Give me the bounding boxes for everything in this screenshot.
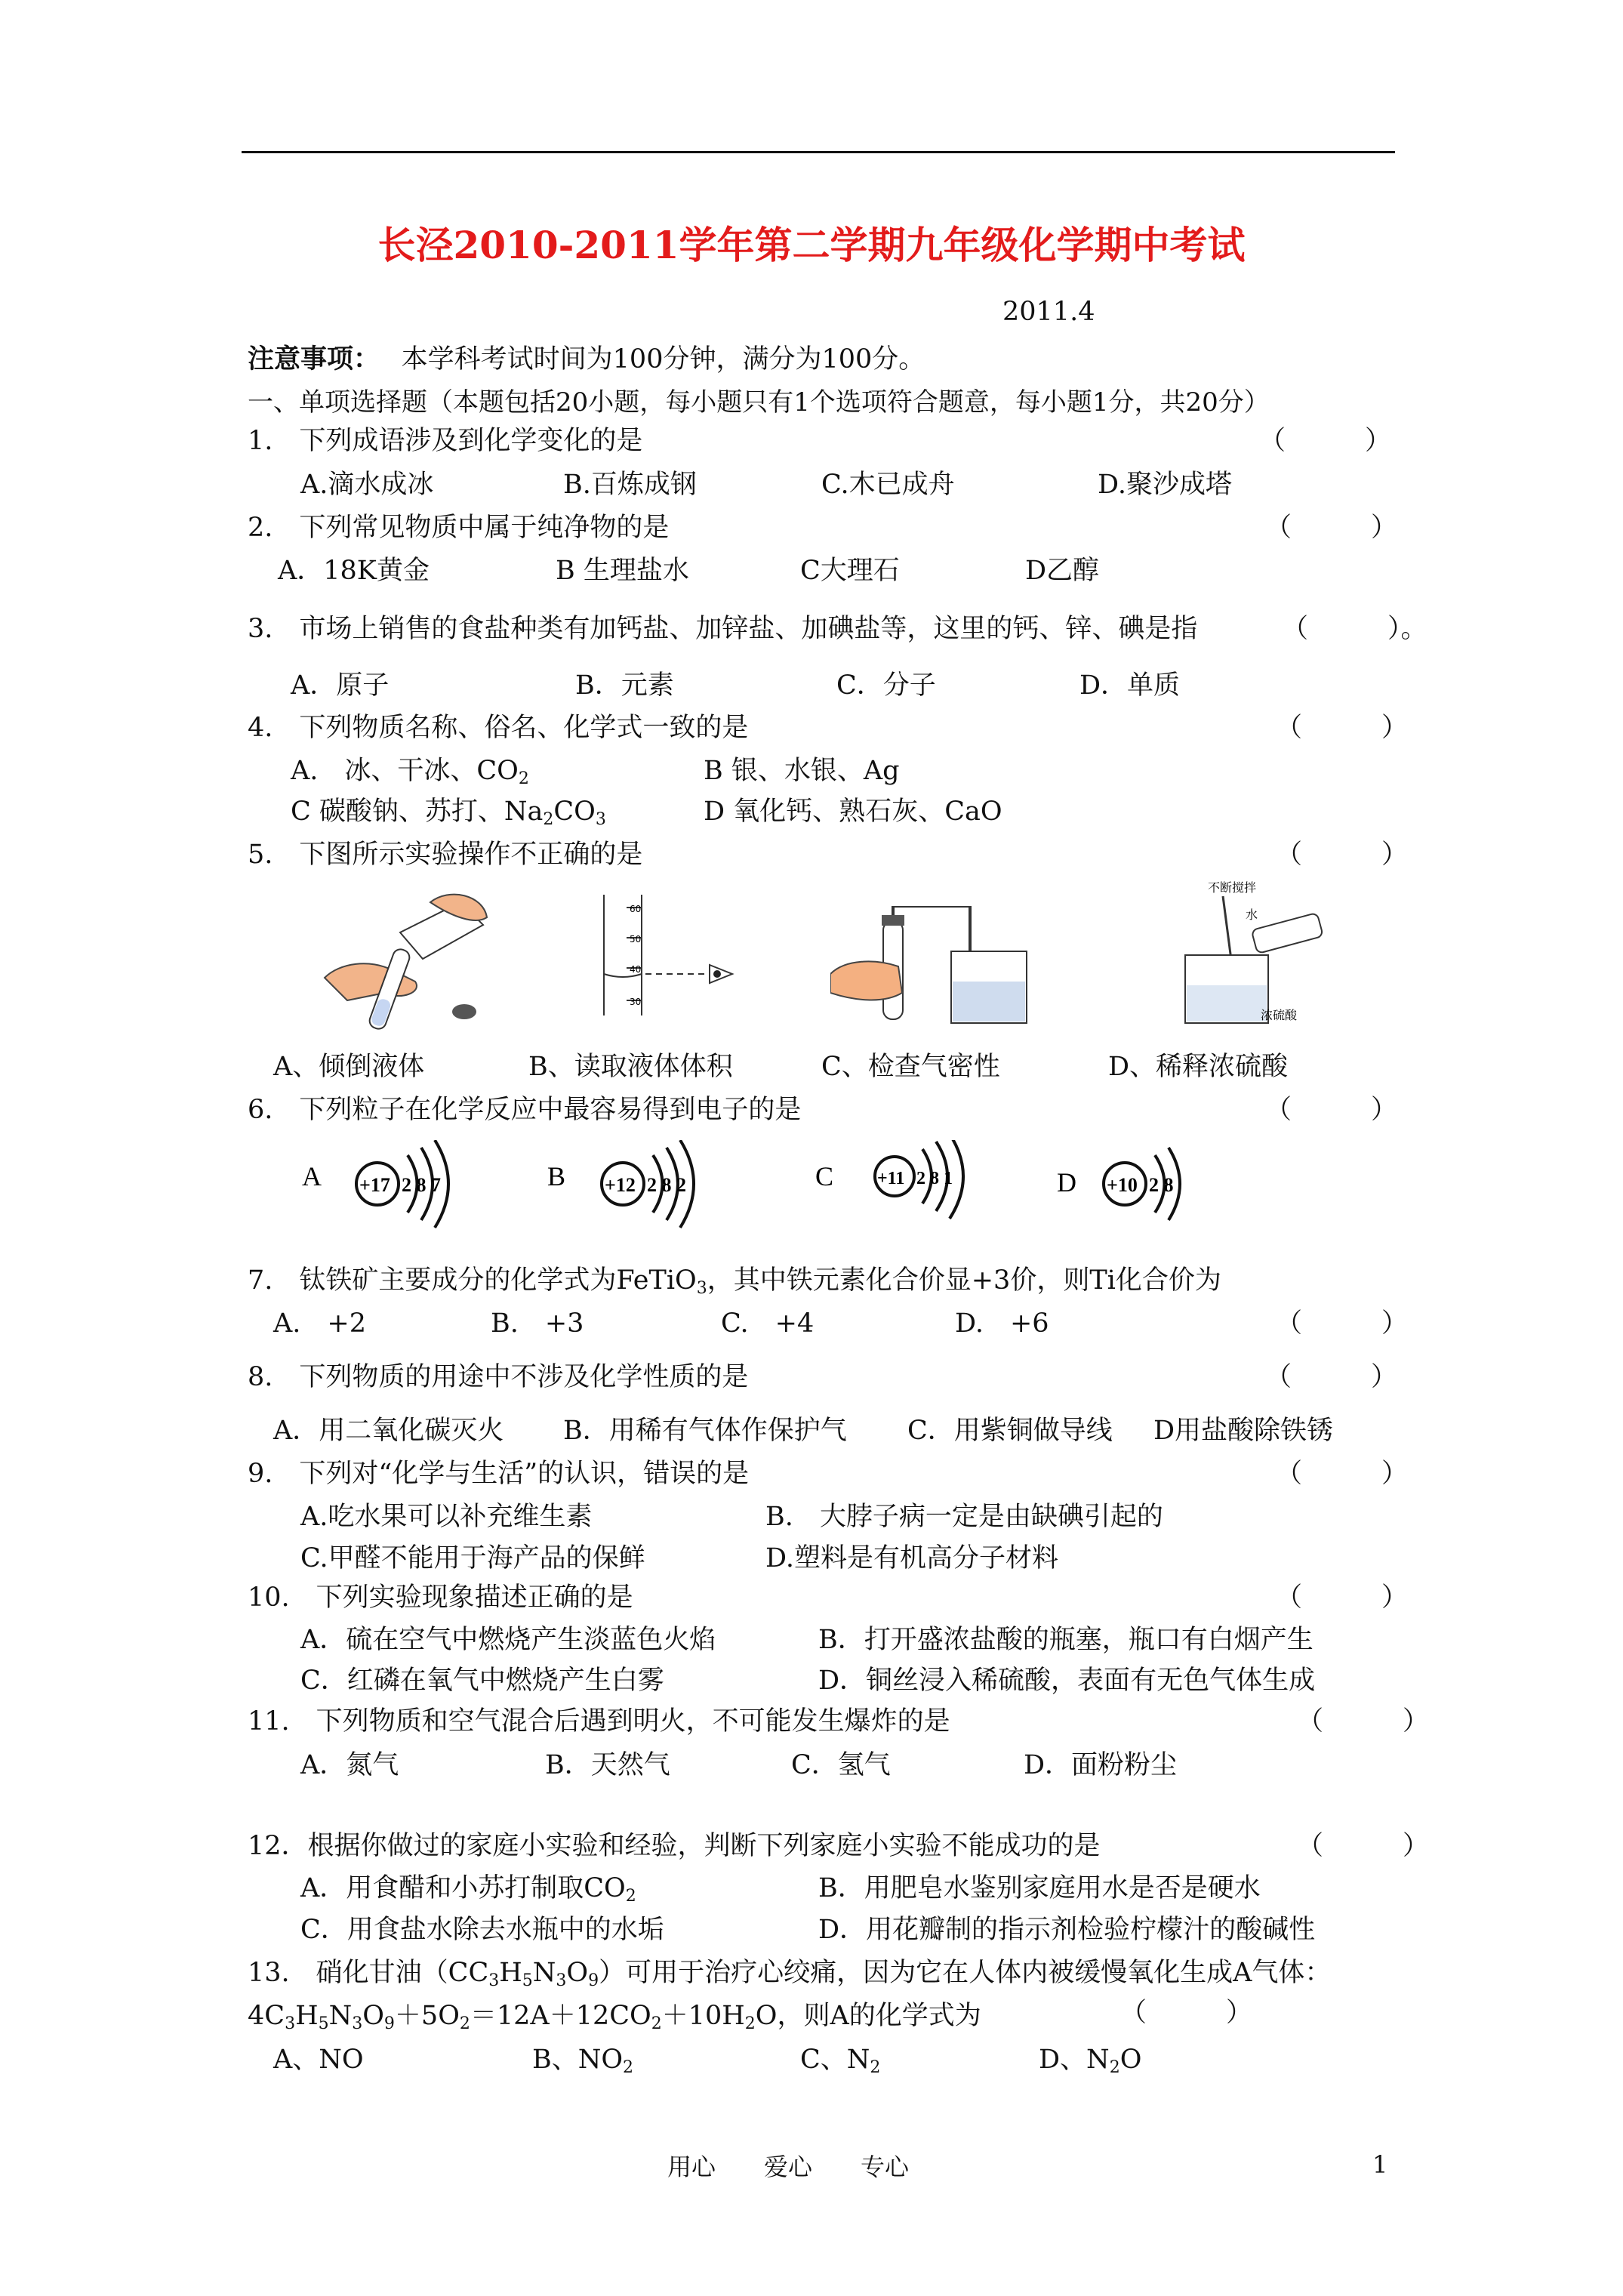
q13-option-c <box>800 2039 880 2077</box>
q8-option-b: B．用稀有气体作保护气 <box>563 1416 847 1446</box>
q9-answer-bracket: （ ） <box>1276 1459 1409 1489</box>
q5-option-a: A、倾倒液体 <box>273 1052 425 1082</box>
q4-option-b: B 银、水银、Ag <box>704 756 900 786</box>
q9-option-b: B. 大脖子病一定是由缺碘引起的 <box>765 1502 1163 1532</box>
q1-answer-bracket: （ ） <box>1259 426 1392 456</box>
atom-b-letter: B <box>547 1161 566 1191</box>
q7-stem <box>248 1259 1221 1298</box>
q10-stem: 10. 下列实验现象描述正确的是 <box>248 1583 633 1613</box>
q7-option-c: C. +4 <box>721 1308 815 1339</box>
q3-option-b: B．元素 <box>575 670 674 701</box>
atom-b-nucleus: +12 <box>605 1174 636 1196</box>
notice <box>248 338 925 376</box>
stir-label: 不断搅拌 <box>1208 880 1257 895</box>
atom-a-shells: 2 8 7 <box>402 1174 441 1196</box>
q13-stem-line1 <box>248 1952 1331 1990</box>
q7-stem-post: ，其中铁元素化合价显+3价，则Ti化合价为 <box>707 1265 1221 1296</box>
q8-option-c: C．用紫铜做导线 <box>907 1416 1113 1446</box>
q8-stem: 8. 下列物质的用途中不涉及化学性质的是 <box>248 1362 749 1392</box>
atom-c-nucleus: +11 <box>877 1169 905 1188</box>
q7-answer-bracket: （ ） <box>1276 1308 1409 1339</box>
q12-stem: 12．根据你做过的家庭小实验和经验，判断下列家庭小实验不能成功的是 <box>248 1831 1101 1861</box>
q13-answer-bracket: （ ） <box>1120 1998 1253 2028</box>
q11-answer-bracket: （ ） <box>1297 1706 1430 1737</box>
q11-option-b: B．天然气 <box>545 1750 670 1780</box>
q13-d-post: O <box>1119 2045 1142 2075</box>
notice-text: 本学科考试时间为100分钟，满分为100分。 <box>401 344 925 374</box>
q12-a-text: A．用食醋和小苏打制取CO <box>300 1873 626 1903</box>
q3-option-d: D．单质 <box>1079 670 1181 701</box>
atom-d-letter: D <box>1057 1167 1076 1197</box>
q7-option-d: D. +6 <box>955 1308 1049 1339</box>
atom-b <box>547 1140 694 1228</box>
page-title: 长泾2010-2011学年第二学期九年级化学期中考试 <box>377 223 1246 267</box>
q7-stem-sub: 3 <box>696 1279 707 1298</box>
q3-option-c: C．分子 <box>836 670 936 701</box>
q11-stem: 11. 下列物质和空气混合后遇到明火，不可能发生爆炸的是 <box>248 1706 950 1737</box>
q2-option-d: D乙醇 <box>1025 556 1100 586</box>
acid-label: 浓硫酸 <box>1261 1008 1298 1022</box>
q5-option-b: B、读取液体体积 <box>528 1052 733 1082</box>
q6-stem: 6. 下列粒子在化学反应中最容易得到电子的是 <box>248 1095 802 1125</box>
q4-c-sub2: 3 <box>595 810 606 829</box>
cylinder-tick-60: 60 <box>630 904 642 914</box>
graduated-cylinder-figure <box>581 891 747 1019</box>
q4-option-d: D 氧化钙、熟石灰、CaO <box>704 797 1002 827</box>
q12-a-sub: 2 <box>625 1887 636 1906</box>
q4-c-text: C 碳酸钠、苏打、Na <box>291 797 544 827</box>
q1-stem: 1. 下列成语涉及到化学变化的是 <box>248 426 643 456</box>
atom-c-letter: C <box>815 1161 834 1191</box>
q2-option-a: A．18K黄金 <box>278 556 430 586</box>
atom-d-nucleus: +10 <box>1107 1174 1138 1196</box>
atomic-structure-diagrams <box>294 1140 1230 1246</box>
q4-c-mid: CO <box>553 797 596 827</box>
atom-a-letter: A <box>302 1161 322 1191</box>
airtightness-check-figure <box>830 906 1049 1027</box>
q13-c-text: C、N <box>800 2045 870 2075</box>
q13-formula: $C_3H_5N_3O_9$ <box>468 1958 599 1990</box>
q11-option-d: D．面粉粉尘 <box>1024 1750 1178 1780</box>
footer-motto: 用心 爱心 专心 <box>667 2153 910 2181</box>
q12-answer-bracket: （ ） <box>1297 1831 1430 1861</box>
q8-option-d: D用盐酸除铁锈 <box>1153 1416 1334 1446</box>
q1-option-d: D.聚沙成塔 <box>1098 470 1232 500</box>
q12-option-a <box>300 1867 636 1906</box>
q5-stem: 5. 下图所示实验操作不正确的是 <box>248 840 643 870</box>
q12-option-b: B．用肥皂水鉴别家庭用水是否是硬水 <box>818 1873 1261 1903</box>
atom-c-shells: 2 8 1 <box>916 1169 953 1188</box>
q12-option-c: C．用食盐水除去水瓶中的水垢 <box>300 1915 664 1945</box>
q4-answer-bracket: （ ） <box>1276 713 1409 743</box>
q13-c-sub: 2 <box>870 2058 881 2077</box>
q9-option-a: A.吃水果可以补充维生素 <box>300 1502 593 1532</box>
atom-d-shells: 2 8 <box>1149 1174 1174 1196</box>
q4-stem: 4. 下列物质名称、俗名、化学式一致的是 <box>248 713 749 743</box>
q3-option-a: A．原子 <box>291 670 390 701</box>
cylinder-tick-50: 50 <box>630 934 642 945</box>
q7-stem-pre: 7. 钛铁矿主要成分的化学式为FeTiO <box>248 1265 697 1296</box>
q12-option-d: D．用花瓣制的指示剂检验柠檬汁的酸碱性 <box>818 1915 1316 1945</box>
q7-option-b: B. +3 <box>491 1308 584 1339</box>
q4-a-text: A. 冰、干冰、CO <box>291 756 519 786</box>
q10-option-d: D．铜丝浸入稀硫酸，表面有无色气体生成 <box>818 1666 1316 1696</box>
q4-option-a <box>291 750 529 788</box>
cylinder-tick-30: 30 <box>630 997 642 1007</box>
q9-stem: 9. 下列对“化学与生活”的认识，错误的是 <box>248 1459 750 1489</box>
q13-d-sub: 2 <box>1109 2058 1120 2077</box>
cylinder-tick-40: 40 <box>630 964 642 975</box>
q3-answer-bracket: （ ）。 <box>1282 614 1427 644</box>
q10-option-a: A．硫在空气中燃烧产生淡蓝色火焰 <box>300 1625 716 1655</box>
q10-option-c: C．红磷在氧气中燃烧产生白雾 <box>300 1666 664 1696</box>
q13-option-d <box>1039 2039 1141 2077</box>
atom-b-shells: 2 8 2 <box>647 1174 686 1196</box>
page-number: 1 <box>1372 2150 1388 2179</box>
q11-option-a: A．氮气 <box>300 1750 399 1780</box>
q2-option-c: C大理石 <box>800 556 900 586</box>
q4-a-sub: 2 <box>518 769 529 788</box>
q5-answer-bracket: （ ） <box>1276 840 1409 870</box>
notice-label: 注意事项： <box>248 344 367 374</box>
q8-answer-bracket: （ ） <box>1265 1362 1398 1392</box>
q2-answer-bracket: （ ） <box>1265 513 1398 543</box>
section-text: 一、单项选择题（本题包括20小题，每小题只有1个选项符合题意，每小题1分，共20分） <box>248 387 1270 418</box>
header-rule <box>242 151 1395 153</box>
q9-option-d: D.塑料是有机高分子材料 <box>765 1543 1058 1573</box>
q11-option-c: C．氢气 <box>791 1750 891 1780</box>
atom-a-nucleus: +17 <box>359 1174 390 1196</box>
atom-d <box>1057 1148 1180 1220</box>
q9-option-c: C.甲醛不能用于海产品的保鲜 <box>300 1543 645 1573</box>
q1-option-c: C.木已成舟 <box>821 470 955 500</box>
q4-c-sub1: 2 <box>543 810 554 829</box>
q5-option-c: C、检查气密性 <box>821 1052 1000 1082</box>
dilute-acid-figure <box>1155 880 1344 1031</box>
q13-stem-post: ）可用于治疗心绞痛，因为它在人体内被缓慢氧化生成A气体： <box>599 1958 1332 1988</box>
q1-option-a: A.滴水成冰 <box>300 470 434 500</box>
section-heading <box>248 381 1270 418</box>
q8-option-a: A．用二氧化碳灭火 <box>273 1416 504 1446</box>
atom-c <box>815 1140 963 1219</box>
q7-option-a: A. +2 <box>273 1308 366 1339</box>
water-label: 水 <box>1246 908 1258 922</box>
q3-stem: 3. 市场上销售的食盐种类有加钙盐、加锌盐、加碘盐等，这里的钙、锌、碘是指 <box>248 614 1198 644</box>
q13-d-text: D、N <box>1039 2045 1110 2075</box>
q13-stem-pre: 13. 硝化甘油（C <box>248 1958 469 1988</box>
q13-option-b <box>532 2039 633 2077</box>
q2-option-b: B 生理盐水 <box>556 556 689 586</box>
q10-answer-bracket: （ ） <box>1276 1583 1409 1613</box>
q5-option-d: D、稀释浓硫酸 <box>1108 1052 1289 1082</box>
pouring-liquid-figure <box>310 887 506 1031</box>
q10-option-b: B．打开盛浓盐酸的瓶塞，瓶口有白烟产生 <box>818 1625 1313 1655</box>
q2-stem: 2. 下列常见物质中属于纯净物的是 <box>248 513 670 543</box>
q13-equation: $4C_3H_5N_3O_9+5O_2=12A+12CO_2+10H_2O$，则A的化学式为 <box>248 2001 981 2033</box>
q1-option-b: B.百炼成钢 <box>563 470 697 500</box>
q13-option-a: A、NO <box>273 2045 364 2075</box>
exam-date: 2011.4 <box>1002 297 1095 327</box>
q6-answer-bracket: （ ） <box>1265 1095 1398 1125</box>
atom-a <box>302 1140 448 1228</box>
q13-b-text: B、NO <box>532 2045 624 2075</box>
q4-option-c <box>291 791 606 829</box>
q13-b-sub: 2 <box>623 2058 634 2077</box>
